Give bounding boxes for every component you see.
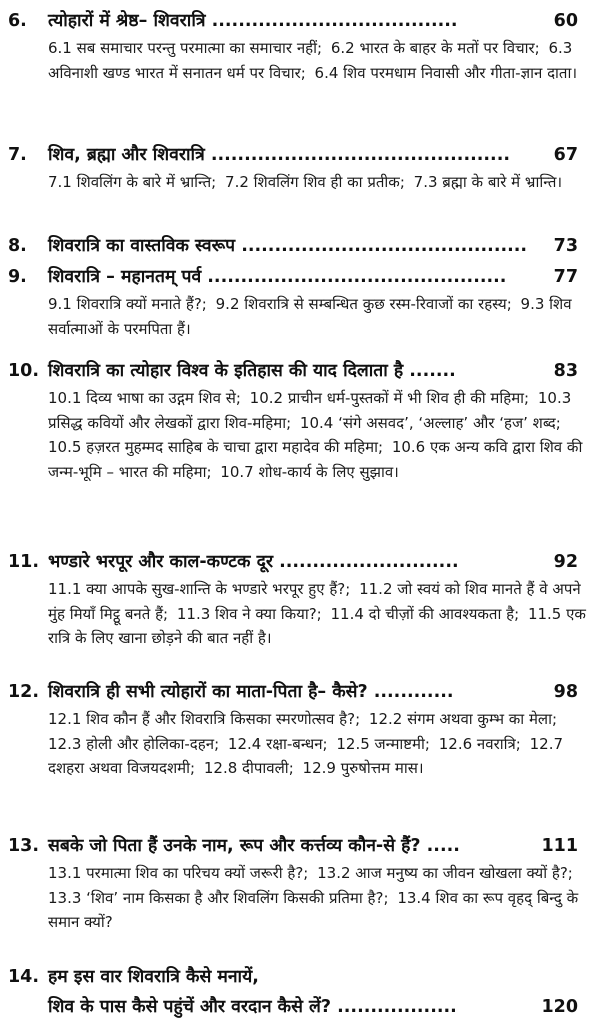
toc-entry [0, 677, 600, 781]
chapter-number: 8. [8, 236, 27, 256]
subsection-item: 6.3 अविनाशी खण्ड भारत में सनातन धर्म पर विचार; [48, 39, 573, 82]
chapter-title-line-2: शिव के पास कैसे पहुंचें और वरदान कैसे लें? .................. [48, 997, 457, 1017]
subsection-list [48, 707, 588, 781]
subsection-list [48, 577, 588, 651]
subsection-item: 7.3 ब्रह्मा के बारे में भ्रान्ति। [413, 173, 563, 191]
subsection-item: 9.1 शिवरात्रि क्यों मनाते हैं?; [48, 295, 207, 313]
subsection-item: 10.7 शोध-कार्य के लिए सुझाव। [220, 462, 399, 481]
subsection-list [48, 386, 588, 484]
chapter-number: 7. [8, 145, 27, 165]
subsection-item: 10.6 एक अन्य कवि द्वारा शिव की जन्म-भूमि – भारत की महिमा; [48, 438, 583, 481]
chapter-title: शिवरात्रि का वास्तविक स्वरूप ........................................... [48, 236, 528, 256]
toc-entry [0, 356, 600, 484]
subsection-item: 13.2 आज मनुष्य का जीवन खोखला क्यों है?; [317, 864, 573, 882]
chapter-title: हम इस वार शिवरात्रि कैसे मनायें, [48, 967, 259, 987]
chapter-title: शिवरात्रि ही सभी त्योहारों का माता-पिता है– कैसे? ............ [48, 682, 454, 702]
chapter-number: 13. [8, 836, 40, 856]
page-number: 83 [553, 361, 578, 381]
subsection-list [48, 170, 588, 195]
subsection-list [48, 861, 588, 935]
page-number: 60 [553, 11, 578, 31]
subsection-item: 12.9 पुरुषोत्तम मास। [302, 759, 424, 777]
subsection-item: 6.4 शिव परमधाम निवासी और गीता-ज्ञान दाता। [314, 63, 578, 82]
page-number: 92 [553, 552, 578, 572]
chapter-title: शिवरात्रि – महानतम् पर्व ............................................. [48, 267, 507, 287]
toc-entry [0, 140, 600, 195]
chapter-number: 9. [8, 267, 27, 287]
chapter-title: त्योहारों में श्रेष्ठ– शिवरात्रि ..................................... [48, 11, 458, 31]
chapter-title: भण्डारे भरपूर और काल-कण्टक दूर ........................... [48, 552, 459, 572]
chapter-title: शिव, ब्रह्मा और शिवरात्रि ............................................. [48, 145, 510, 165]
toc-entry-heading [0, 677, 600, 707]
subsection-item: 12.8 दीपावली; [203, 759, 294, 777]
subsection-item: 7.1 शिवलिंग के बारे में भ्रान्ति; [48, 173, 217, 191]
toc-entry [0, 231, 600, 261]
chapter-number: 6. [8, 11, 27, 31]
subsection-item: 10.4 ‘संगे असवद’, ‘अल्लाह’ और ‘हज’ शब्द; [299, 413, 561, 432]
subsection-item: 11.1 क्या आपके सुख-शान्ति के भण्डारे भरपूर हुए हैं?; [48, 580, 351, 598]
subsection-item: 9.3 शिव सर्वात्माओं के परमपिता हैं। [48, 295, 572, 338]
subsection-list [48, 292, 588, 341]
subsection-item: 9.2 शिवरात्रि से सम्बन्धित कुछ रस्म-रिवाजों का रहस्य; [215, 295, 512, 313]
subsection-item: 12.4 रक्षा-बन्धन; [227, 734, 328, 753]
subsection-item: 12.7 दशहरा अथवा विजयदशमी; [48, 734, 564, 777]
toc-entry-heading [0, 831, 600, 861]
toc-entry [0, 6, 600, 85]
subsection-item: 10.5 हज़रत मुहम्मद साहिब के चाचा द्वारा महादेव की महिमा; [48, 438, 384, 456]
subsection-item: 12.5 जन्माष्टमी; [336, 734, 430, 753]
page-number: 98 [553, 682, 578, 702]
subsection-item: 10.1 दिव्य भाषा का उद्गम शिव से; [48, 389, 241, 407]
subsection-item: 12.1 शिव कौन हैं और शिवरात्रि किसका स्मरणोत्सव है?; [48, 710, 361, 728]
toc-entry-heading [0, 962, 600, 992]
subsection-item: 12.6 नवरात्रि; [438, 734, 521, 753]
subsection-list [48, 36, 588, 85]
chapter-number: 14. [8, 967, 40, 987]
toc-entry-heading [0, 547, 600, 577]
chapter-number: 11. [8, 552, 40, 572]
chapter-title: शिवरात्रि का त्योहार विश्व के इतिहास की याद दिलाता है ....... [48, 361, 456, 381]
subsection-item: 6.2 भारत के बाहर के मतों पर विचार; [330, 39, 540, 57]
subsection-item: 13.3 ‘शिव’ नाम किसका है और शिवलिंग किसकी प्रतिमा है?; [48, 888, 389, 907]
subsection-item: 13.1 परमात्मा शिव का परिचय क्यों जरूरी है?; [48, 864, 309, 882]
subsection-item: 11.3 शिव ने क्या किया?; [176, 604, 322, 623]
toc-entry-heading [0, 6, 600, 36]
toc-entry-heading [0, 356, 600, 386]
toc-entry [0, 962, 600, 1022]
subsection-item: 12.3 होली और होलिका-दहन; [48, 734, 220, 753]
page-number: 73 [553, 236, 578, 256]
page-number: 111 [541, 836, 578, 856]
chapter-number: 10. [8, 361, 40, 381]
toc-entry [0, 262, 600, 341]
subsection-item: 7.2 शिवलिंग शिव ही का प्रतीक; [225, 173, 405, 191]
toc-entry-heading [0, 262, 600, 292]
subsection-item: 12.2 संगम अथवा कुम्भ का मेला; [368, 710, 558, 728]
toc-entry-heading [0, 231, 600, 261]
toc-entry-heading [0, 140, 600, 170]
toc-entry [0, 547, 600, 651]
page-number: 120 [541, 997, 578, 1017]
page-number: 67 [553, 145, 578, 165]
subsection-item: 10.3 प्रसिद्ध कवियों और लेखकों द्वारा शिव-महिमा; [48, 389, 572, 432]
chapter-title: सबके जो पिता हैं उनके नाम, रूप और कर्त्तव्य कौन-से हैं? ..... [48, 836, 460, 856]
subsection-item: 10.2 प्राचीन धर्म-पुस्तकों में भी शिव ही की महिमा; [249, 389, 530, 407]
toc-entry-heading-continued [0, 992, 600, 1022]
subsection-item: 11.4 दो चीज़ों की आवश्यकता है; [330, 604, 520, 623]
subsection-item: 11.2 जो स्वयं को शिव मानते हैं वे अपने मुंह मियाँ मिट्ठू बनते हैं; [48, 580, 581, 623]
subsection-item: 13.4 शिव का रूप वृहद् बिन्दु के समान क्यों? [48, 888, 579, 931]
subsection-item: 6.1 सब समाचार परन्तु परमात्मा का समाचार नहीं; [48, 39, 323, 57]
chapter-number: 12. [8, 682, 40, 702]
subsection-item: 11.5 एक रात्रि के लिए खाना छोड़ने की बात नहीं है। [48, 604, 586, 647]
page-number: 77 [553, 267, 578, 287]
toc-entry [0, 831, 600, 935]
